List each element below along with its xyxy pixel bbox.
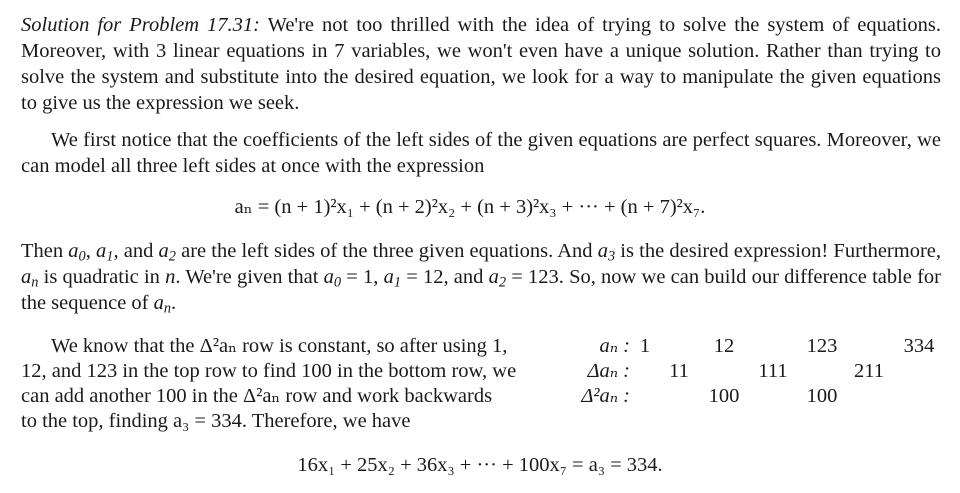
table-cell-delta-2: 211 [854, 360, 884, 382]
p3-text-7: . We're given that [175, 266, 324, 288]
math-a3: $a_3$ [597, 240, 616, 265]
row-label-delta-an: Δaₙ : [587, 360, 630, 382]
p3-text-9: = 12, and [401, 266, 489, 288]
conclusion-line-4: to the top, finding a₃ = 334. Therefore, we have [21, 410, 411, 432]
p3-text-1: Then [21, 240, 69, 262]
conclusion-line-1: We know that the Δ²aₙ row is constant, so after using 1, [51, 335, 508, 357]
table-cell-a0: 1 [639, 335, 651, 357]
display-equation-final-text: 16x₁ + 25x₂ + 36x₃ + ··· + 100x₇ = a₃ = 334. [297, 454, 663, 476]
math-n: n [165, 266, 176, 288]
display-equation-final [0, 452, 960, 478]
paragraph-observation-text: We first notice that the coefficients of the left sides of the given equations are perfect squares. Moreover, we can model all three left sides at once with the expression [21, 129, 941, 177]
paragraph-intro [21, 12, 941, 116]
paragraph-intro-text: We're not too thrilled with the idea of trying to solve the system of equations. Moreover, with 3 linear equations in 7 variables, we won't even have a unique solution. Rather than trying to solve the system and substitute into the desired equation, we look for a way to manipulate the given equations to give us the expression we seek. [21, 14, 941, 114]
table-cell-delta2-1: 100 [806, 385, 838, 407]
math-a2: $a_2$ [158, 240, 176, 265]
p3-text-4: are the left sides of the three given equations. And [175, 240, 598, 262]
paragraph-observation [21, 127, 941, 179]
conclusion-line-2: 12, and 123 in the top row to find 100 in the bottom row, we [21, 360, 517, 382]
solution-label: Solution for Problem 17.31: [21, 14, 260, 36]
p3-text-5: is the desired expression! Furthermore, [615, 240, 942, 262]
math-a1-b: $a_1$ [383, 266, 402, 291]
table-cell-a1: 12 [713, 335, 735, 357]
p3-text-10: = 123. So, now we can build our difference table for the sequence of [21, 266, 942, 314]
math-a0: $a_0$ [68, 240, 86, 265]
math-an-b: $a_n$ [153, 292, 172, 317]
table-cell-a2: 123 [806, 335, 838, 357]
conclusion-line-3: can add another 100 in the Δ²aₙ row and work backwards [21, 385, 493, 407]
table-cell-delta-1: 111 [758, 360, 788, 382]
table-cell-delta-0: 11 [669, 360, 689, 382]
display-equation-an [0, 194, 950, 220]
math-a1: $a_1$ [96, 240, 114, 265]
table-cell-delta2-0: 100 [708, 385, 740, 407]
paragraph-conclusion [21, 334, 545, 434]
math-an: $a_n$ [21, 266, 39, 291]
paragraph-setup [21, 238, 941, 316]
math-a2-b: $a_2$ [488, 266, 507, 291]
math-a0-b: $a_0$ [323, 266, 342, 291]
p3-text-2: , [85, 240, 97, 262]
row-label-delta2-an: Δ²aₙ : [581, 385, 630, 407]
row-label-an: aₙ : [599, 335, 630, 357]
display-equation-an-text: aₙ = (n + 1)²x₁ + (n + 2)²x₂ + (n + 3)²x₃ + ··· + (n + 7)²x₇. [234, 196, 706, 218]
p3-text-6: is quadratic in [38, 266, 166, 288]
table-cell-a3: 334 [903, 335, 935, 357]
p3-text-8: = 1, [341, 266, 384, 288]
p3-text-11: . [171, 292, 177, 314]
p3-text-3: , and [113, 240, 159, 262]
